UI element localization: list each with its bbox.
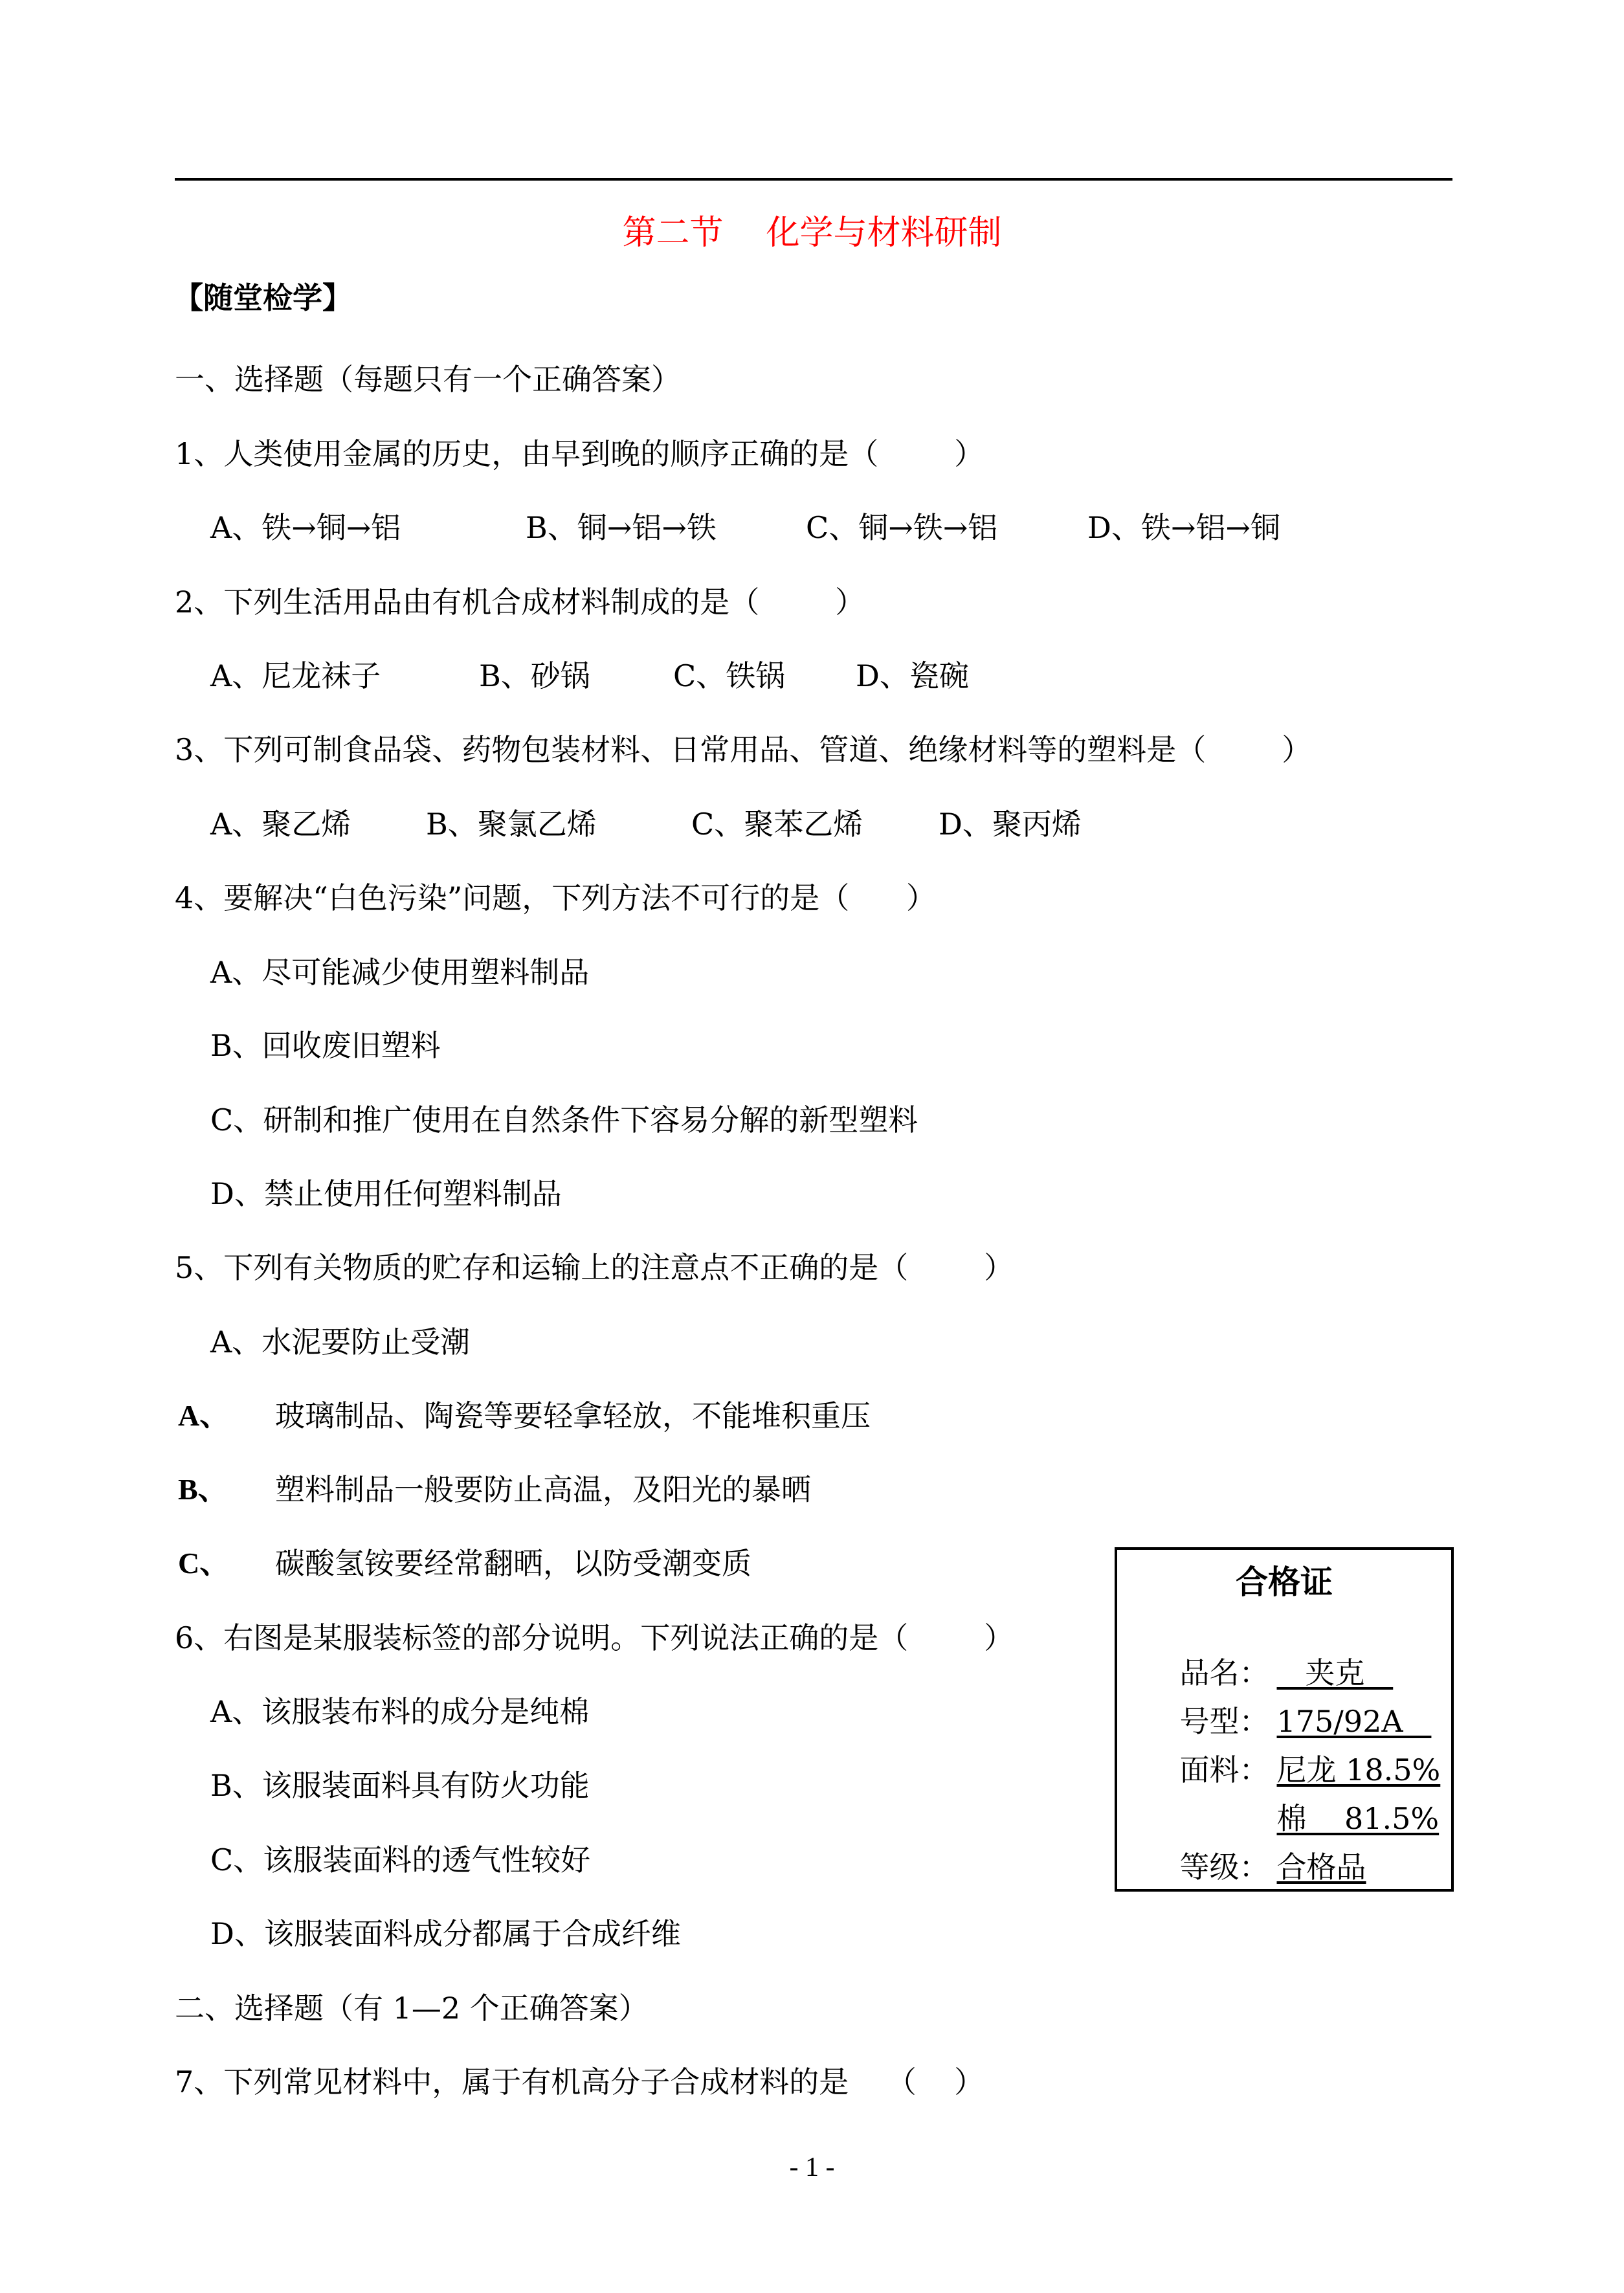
question-2-option-c: C、铁锅 xyxy=(673,658,786,693)
question-4-option-d: D、禁止使用任何塑料制品 xyxy=(210,1176,562,1211)
question-3-option-d: D、聚丙烯 xyxy=(939,807,1082,842)
question-3-option-a: A、聚乙烯 xyxy=(210,807,351,842)
certificate-row-grade xyxy=(1142,1809,1366,1925)
question-5-option-a: A、水泥要防止受潮 xyxy=(210,1325,471,1359)
page-title: 第二节 化学与材料研制 xyxy=(622,214,1002,252)
certificate-name-value: 夹克 xyxy=(1276,1655,1394,1690)
question-5-text-a: 玻璃制品、陶瓷等要轻拿轻放，不能堆积重压 xyxy=(275,1398,871,1433)
question-4-option-c: C、研制和推广使用在自然条件下容易分解的新型塑料 xyxy=(210,1102,918,1137)
question-5-stem: 5、下列有关物质的贮存和运输上的注意点不正确的是（ ） xyxy=(175,1250,1014,1285)
question-2-option-a: A、尼龙袜子 xyxy=(210,658,381,693)
certificate-title: 合格证 xyxy=(1236,1563,1333,1601)
question-4-stem: 4、要解决“白色污染”问题，下列方法不可行的是（ ） xyxy=(175,880,937,915)
section-heading: 【随堂检学】 xyxy=(173,280,352,315)
question-6-option-b: B、该服装面料具有防火功能 xyxy=(210,1768,590,1803)
question-2-stem: 2、下列生活用品由有机合成材料制成的是（ ） xyxy=(175,585,865,620)
part1-heading: 一、选择题（每题只有一个正确答案） xyxy=(175,362,681,397)
question-7-stem: 7、下列常见材料中，属于有机高分子合成材料的是 （ ） xyxy=(175,2064,984,2099)
certificate-grade-label: 等级： xyxy=(1179,1850,1269,1885)
question-1-option-c: C、铜→铁→铝 xyxy=(806,510,998,545)
certificate-grade-value: 合格品 xyxy=(1276,1850,1366,1885)
question-5-letter-b: B、 xyxy=(178,1473,228,1506)
certificate-fabric-value-1: 尼龙 18.5% xyxy=(1276,1752,1441,1787)
question-3-option-b: B、聚氯乙烯 xyxy=(426,807,597,842)
question-2-option-d: D、瓷碗 xyxy=(856,658,969,693)
header-rule xyxy=(175,178,1452,181)
question-3-stem: 3、下列可制食品袋、药物包装材料、日常用品、管道、绝缘材料等的塑料是（ ） xyxy=(175,732,1312,767)
question-1-option-a: A、铁→铜→铝 xyxy=(210,510,401,545)
question-6-option-a: A、该服装布料的成分是纯棉 xyxy=(210,1694,590,1729)
question-5-text-b: 塑料制品一般要防止高温，及阳光的暴晒 xyxy=(275,1472,811,1507)
question-2-option-b: B、砂锅 xyxy=(479,658,590,693)
question-1-option-b: B、铜→铝→铁 xyxy=(526,510,717,545)
question-3-option-c: C、聚苯乙烯 xyxy=(691,807,863,842)
question-6-option-c: C、该服装面料的透气性较好 xyxy=(210,1842,591,1877)
question-6-option-d: D、该服装面料成分都属于合成纤维 xyxy=(210,1916,681,1951)
question-4-option-b: B、回收废旧塑料 xyxy=(210,1028,441,1063)
part2-heading: 二、选择题（有 1—2 个正确答案） xyxy=(175,1991,649,2026)
question-4-option-a: A、尽可能减少使用塑料制品 xyxy=(210,955,590,990)
certificate-fabric-label: 面料： xyxy=(1179,1752,1269,1787)
certificate-label-box xyxy=(1115,1547,1454,1892)
question-1-stem: 1、人类使用金属的历史，由早到晚的顺序正确的是（ ） xyxy=(175,436,984,471)
certificate-name-label: 品名： xyxy=(1179,1655,1269,1690)
certificate-model-value: 175/92A xyxy=(1276,1704,1432,1739)
question-5-letter-a: A、 xyxy=(178,1399,230,1432)
question-1-option-d: D、铁→铝→铜 xyxy=(1087,510,1280,545)
page-number: - 1 - xyxy=(789,2153,835,2182)
certificate-fabric-value-2: 棉 81.5% xyxy=(1276,1801,1440,1836)
certificate-model-label: 号型： xyxy=(1179,1704,1269,1739)
question-6-stem: 6、右图是某服装标签的部分说明。下列说法正确的是（ ） xyxy=(175,1620,1014,1655)
question-5-text-c: 碳酸氢铵要经常翻晒，以防受潮变质 xyxy=(275,1546,751,1581)
question-5-letter-c: C、 xyxy=(178,1547,230,1580)
